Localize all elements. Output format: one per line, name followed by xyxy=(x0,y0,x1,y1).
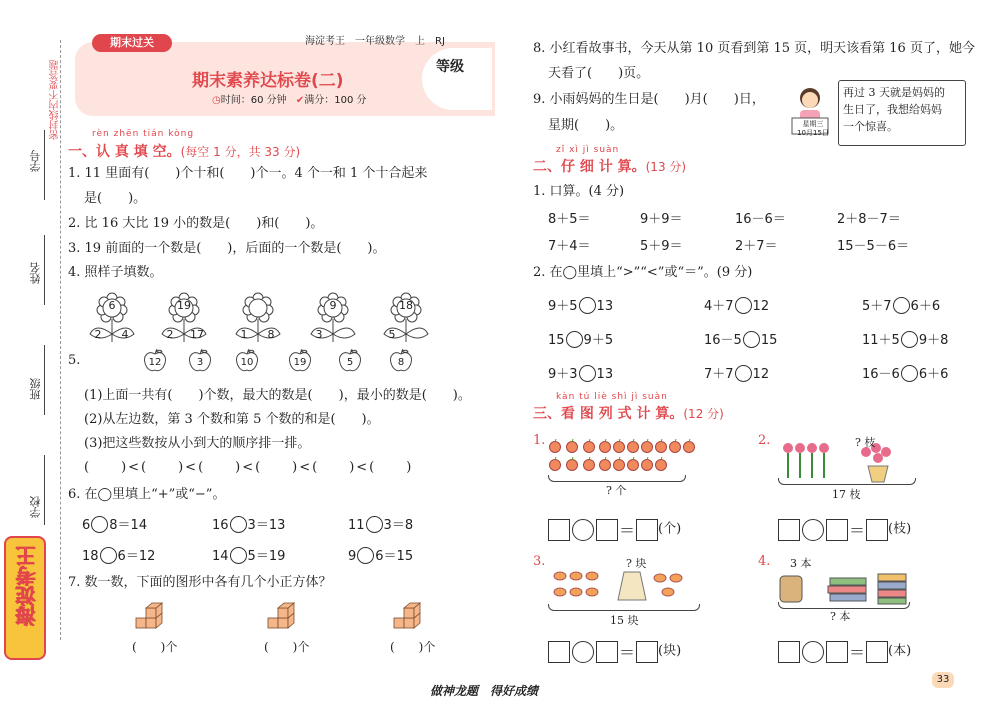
speech-bubble: 再过 3 天就是妈妈的 生日了，我想给妈妈 一个惊喜。 xyxy=(838,80,966,146)
oral-item[interactable]: 2＋7＝ xyxy=(735,239,778,254)
q9-line2: 星期( )。 xyxy=(548,118,624,133)
compare-item: 11＋5 9＋8 xyxy=(862,333,949,348)
apple-icon xyxy=(612,438,626,457)
calendar-card: 星期三 10月15日 xyxy=(797,120,829,137)
q8-line1: 8. 小红看故事书，今天从第 10 页看到第 15 页，明天该看第 16 页了，她今 xyxy=(533,41,975,56)
answer-box[interactable] xyxy=(636,641,658,663)
compare-item: 9＋5 13 xyxy=(548,299,614,314)
p1-label: 1. xyxy=(533,433,546,448)
flower-left-number: 1 xyxy=(240,328,248,341)
apple-icon xyxy=(548,438,562,457)
compare-item: 9＋3 13 xyxy=(548,367,614,382)
class-line[interactable] xyxy=(44,345,45,415)
apple-number: 19 xyxy=(293,357,307,368)
flower-top-number: 6 xyxy=(108,299,116,312)
section3-pinyin: kàn tú liè shì jì suàn xyxy=(556,392,668,402)
q7: 7. 数一数，下面的图形中各有几个小正方体？ xyxy=(68,575,332,590)
cube-count-blank[interactable]: ( )个 xyxy=(264,640,310,654)
q6-equation: 14 5＝19 xyxy=(212,549,286,564)
p4-question: ? 本 xyxy=(830,610,851,623)
flower-left-number: 3 xyxy=(315,328,323,341)
seal-warning: 密封线内不要答题 xyxy=(50,60,61,140)
oral-item[interactable]: 8＋5＝ xyxy=(548,212,591,227)
apple-number: 5 xyxy=(346,357,354,368)
apple-number: 8 xyxy=(397,357,405,368)
section1-title: 一、认 真 填 空。(每空 1 分，共 33 分) xyxy=(68,144,301,160)
compare-circle[interactable] xyxy=(901,331,918,348)
cube-figure xyxy=(390,600,430,636)
q6-equation: 18 6＝12 xyxy=(82,549,156,564)
oral-item[interactable]: 2＋8－7＝ xyxy=(837,212,901,227)
exam-time: ◷时间：60 分钟 ✔满分：100 分 xyxy=(212,95,367,106)
apple-icon xyxy=(612,456,626,475)
p2-label: 2. xyxy=(758,433,771,448)
compare-item: 5＋7 6＋6 xyxy=(862,299,941,314)
s2-q2: 2. 在◯里填上“>”“<”或“＝”。(9 分) xyxy=(533,265,753,280)
compare-item: 4＋7 12 xyxy=(704,299,770,314)
answer-box[interactable] xyxy=(826,519,848,541)
compare-circle[interactable] xyxy=(566,331,583,348)
q5-order: ( )<( )<( )<( )<( )<( ) xyxy=(84,460,414,475)
q6-equation: 11 3＝8 xyxy=(348,518,414,533)
p3-label: 3. xyxy=(533,554,546,569)
class-label: 班级 xyxy=(29,378,42,400)
p2-equation: ＝ (枝) xyxy=(778,518,911,541)
apple-icon xyxy=(640,438,654,457)
operator-circle[interactable] xyxy=(230,516,247,533)
answer-box[interactable] xyxy=(596,641,618,663)
flower-left-number: 2 xyxy=(94,328,102,341)
operator-circle[interactable] xyxy=(357,547,374,564)
student-id-label: 学号 xyxy=(29,150,42,172)
apple-icon xyxy=(565,438,579,457)
apple-icon xyxy=(548,456,562,475)
flower-top-number: 9 xyxy=(329,299,337,312)
p3-brace xyxy=(548,604,700,611)
compare-item: 15 9＋5 xyxy=(548,333,614,348)
operator-circle[interactable] xyxy=(366,516,383,533)
compare-circle[interactable] xyxy=(735,297,752,314)
school-label: 学校 xyxy=(29,496,42,518)
grade-box[interactable] xyxy=(422,48,492,110)
flower-left-number: 2 xyxy=(166,328,174,341)
check-icon: ✔ xyxy=(295,95,305,106)
operator-circle[interactable] xyxy=(230,547,247,564)
operator-circle[interactable] xyxy=(572,519,594,541)
cube-count-blank[interactable]: ( )个 xyxy=(390,640,436,654)
operator-circle[interactable] xyxy=(100,547,117,564)
grade-label: 等级 xyxy=(436,59,464,75)
apple-number: 12 xyxy=(148,357,162,368)
operator-circle[interactable] xyxy=(802,641,824,663)
flower-left-number: 5 xyxy=(388,328,396,341)
answer-box[interactable] xyxy=(866,641,888,663)
operator-circle[interactable] xyxy=(91,516,108,533)
q5-part2: (2)从左边数，第 3 个数和第 5 个数的和是( )。 xyxy=(84,412,380,427)
p4-known: 3 本 xyxy=(790,557,812,570)
compare-circle[interactable] xyxy=(735,365,752,382)
p2-brace xyxy=(778,478,916,485)
oral-item[interactable]: 5＋9＝ xyxy=(640,239,683,254)
oral-item[interactable]: 15－5－6＝ xyxy=(837,239,910,254)
cube-figure xyxy=(264,600,304,636)
answer-box[interactable] xyxy=(548,641,570,663)
apple-icon xyxy=(626,438,640,457)
q8-line2: 天看了( )页。 xyxy=(548,66,650,81)
section2-title: 二、仔 细 计 算。(13 分) xyxy=(533,159,687,175)
p2-question: ? 枝 xyxy=(855,436,876,449)
q1-line1: 1. 11 里面有( )个十和( )个一。4 个一和 1 个十合起来 xyxy=(68,166,428,181)
compare-circle[interactable] xyxy=(579,365,596,382)
answer-box[interactable] xyxy=(548,519,570,541)
q4: 4. 照样子填数。 xyxy=(68,265,163,280)
flower-right-number: 8 xyxy=(267,328,275,341)
student-id-line[interactable] xyxy=(44,130,45,200)
compare-item: 16－6 6＋6 xyxy=(862,367,949,382)
page-number: 33 xyxy=(932,672,954,688)
oral-item[interactable]: 16－6＝ xyxy=(735,212,786,227)
q5: 5. xyxy=(68,353,81,368)
apple-number: 3 xyxy=(196,357,204,368)
apple-icon xyxy=(582,456,596,475)
oral-item[interactable]: 7＋4＝ xyxy=(548,239,591,254)
p4-equation: ＝ (本) xyxy=(778,640,911,663)
q5-part1: (1)上面一共有( )个数，最大的数是( )，最小的数是( )。 xyxy=(84,388,471,403)
compare-circle[interactable] xyxy=(743,331,760,348)
header-meta: 海淀考王 一年级数学 上 RJ xyxy=(305,36,445,47)
apple-icon xyxy=(565,456,579,475)
compare-circle[interactable] xyxy=(579,297,596,314)
brand-logo: 海淀考王 xyxy=(4,536,46,660)
apple-icon xyxy=(598,438,612,457)
q2: 2. 比 16 大比 19 小的数是( )和( )。 xyxy=(68,216,324,231)
p1-equation: ＝ (个) xyxy=(548,518,681,541)
apple-icon xyxy=(582,438,596,457)
section3-title: 三、看 图 列 式 计 算。(12 分) xyxy=(533,406,724,422)
footer-slogan: 做神龙题 得好成绩 xyxy=(430,684,539,698)
cube-count-blank[interactable]: ( )个 xyxy=(132,640,178,654)
operator-circle[interactable] xyxy=(802,519,824,541)
p3-equation: ＝ (块) xyxy=(548,640,681,663)
q5-part3: (3)把这些数按从小到大的顺序排一排。 xyxy=(84,436,311,451)
apple-icon xyxy=(654,456,668,475)
section2-pinyin: zǐ xì jì suàn xyxy=(556,145,620,155)
flower-top-number: 18 xyxy=(399,299,413,312)
name-label: 姓名 xyxy=(29,262,42,284)
q6-equation: 6 8＝14 xyxy=(82,518,148,533)
p1-question: ? 个 xyxy=(606,484,627,497)
flower-right-number: 4 xyxy=(121,328,129,341)
compare-circle[interactable] xyxy=(901,365,918,382)
compare-circle[interactable] xyxy=(893,297,910,314)
apple-icon xyxy=(654,438,668,457)
answer-box[interactable] xyxy=(778,519,800,541)
oral-item[interactable]: 9＋9＝ xyxy=(640,212,683,227)
p3-total: 15 块 xyxy=(610,614,639,627)
q6: 6. 在◯里填上“+”或“−”。 xyxy=(68,487,226,502)
s2-q1: 1. 口算。(4 分) xyxy=(533,184,625,199)
p2-total: 17 枝 xyxy=(832,488,861,501)
operator-circle[interactable] xyxy=(572,641,594,663)
flower-top-number: 19 xyxy=(177,299,191,312)
apple-icon xyxy=(598,456,612,475)
apple-icon xyxy=(682,438,696,457)
q6-equation: 16 3＝13 xyxy=(212,518,286,533)
compare-item: 7＋7 12 xyxy=(704,367,770,382)
q1-line2: 是( )。 xyxy=(84,191,147,206)
q3: 3. 19 前面的一个数是( )，后面的一个数是( )。 xyxy=(68,241,386,256)
header-badge: 期末过关 xyxy=(92,34,172,52)
answer-box[interactable] xyxy=(866,519,888,541)
flower-right-number: 17 xyxy=(190,328,204,341)
cube-figure xyxy=(132,600,172,636)
clock-icon: ◷ xyxy=(212,95,221,106)
compare-item: 16－5 15 xyxy=(704,333,778,348)
binding-strip xyxy=(0,0,68,714)
answer-box[interactable] xyxy=(636,519,658,541)
answer-box[interactable] xyxy=(778,641,800,663)
school-line[interactable] xyxy=(44,455,45,525)
name-line[interactable] xyxy=(44,235,45,305)
apple-icon xyxy=(640,456,654,475)
answer-box[interactable] xyxy=(826,641,848,663)
p1-brace xyxy=(548,475,686,482)
page-title: 期末素养达标卷(二) xyxy=(192,71,344,91)
apple-icon xyxy=(626,456,640,475)
apple-number: 10 xyxy=(240,357,254,368)
section1-pinyin: rèn zhēn tián kòng xyxy=(92,129,195,139)
q6-equation: 9 6＝15 xyxy=(348,549,414,564)
apple-icon xyxy=(668,438,682,457)
answer-box[interactable] xyxy=(596,519,618,541)
q9-line1: 9. 小雨妈妈的生日是( )月( )日， xyxy=(533,92,765,107)
p4-label: 4. xyxy=(758,554,771,569)
p3-question: ? 块 xyxy=(626,557,647,570)
